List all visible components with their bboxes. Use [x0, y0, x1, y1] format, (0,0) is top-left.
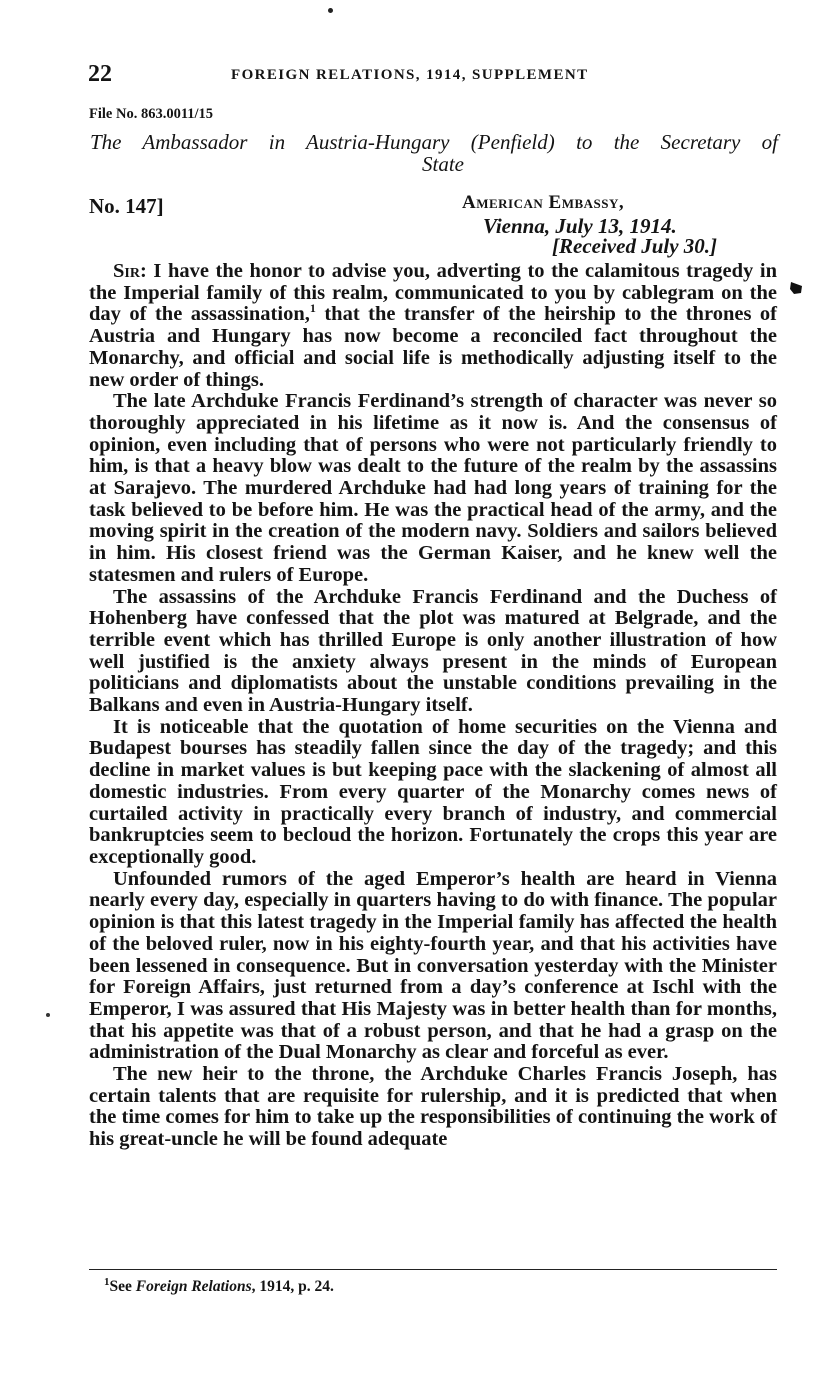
- dateline: Vienna, July 13, 1914.: [483, 214, 677, 238]
- running-head: FOREIGN RELATIONS, 1914, SUPPLEMENT: [231, 67, 589, 83]
- footnote-mark: 1: [104, 1275, 110, 1288]
- footnote-divider: [89, 1269, 777, 1270]
- margin-speck: [46, 1013, 50, 1017]
- page-number: 22: [88, 61, 112, 87]
- ink-speck: [328, 8, 333, 13]
- footnote-source: Foreign Relations: [135, 1278, 252, 1295]
- title-line-1: The Ambassador in Austria-Hungary (Penfield) to the Secretary of: [90, 130, 778, 154]
- paragraph-1: [89, 261, 777, 391]
- footnote-reference: 1: [309, 301, 316, 316]
- footnote-prefix: See: [109, 1278, 136, 1295]
- paragraph-2: The late Archduke Francis Ferdinand’s strength of character was never so thoroughly appreciated in his lifetime as it now is. And the consensus of opinion, even including that of persons who were not particularly friendly to him, is that a heavy blow was dealt to the future of the realm by the assassins at Sarajevo. The murdered Archduke had had long years of training for the task believed to be before him. He was the practical head of the army, and the moving spirit in the creation of the modern navy. Soldiers and sailors believed in him. His closest friend was the German Kaiser, and he knew well the statesmen and rulers of Europe.: [89, 390, 777, 586]
- paragraph-3: The assassins of the Archduke Francis Ferdinand and the Duchess of Hohenberg have confessed that the plot was matured at Belgrade, and the terrible event which has thrilled Europe is only another illustration of how well justified is the anxiety always present in the minds of European politicians and diplomatists about the unstable conditions prevailing in the Balkans and even in Austria-Hungary itself.: [89, 585, 777, 717]
- page-header: [88, 58, 774, 90]
- paragraph-4: It is noticeable that the quotation of home securities on the Vienna and Budapest bourses has steadily fallen since the day of the tragedy; and this decline in market values is but keeping pace with the slackening of almost all domestic industries. From every quarter of the Monarchy comes news of curtailed activity in practically every branch of industry, and commercial bankruptcies seem to becloud the horizon. Fortunately the crops this year are exceptionally good.: [89, 715, 777, 868]
- embassy-name: American Embassy,: [462, 192, 625, 213]
- title-line-2: State: [422, 152, 464, 176]
- document-title: [90, 131, 778, 175]
- ink-blot-icon: [788, 280, 804, 296]
- letter-body: [89, 261, 777, 1151]
- footnote-suffix: , 1914, p. 24.: [251, 1278, 334, 1295]
- dispatch-number: No. 147]: [89, 194, 164, 218]
- paragraph-6: The new heir to the throne, the Archduke Charles Francis Joseph, has certain talents that are requisite for rulership, and it is predicted that when the time comes for him to take up the responsibilities of continuing the work of his great-uncle he will be found adequate: [89, 1063, 777, 1151]
- paragraph-1-text-a: : I have the honor to advise you, adverting to the calamitous tragedy in the Imperial family of this realm, communicated to you by cablegram on the day of the assassination,: [89, 260, 777, 326]
- salutation: Sir: [113, 260, 140, 282]
- paragraph-5: Unfounded rumors of the aged Emperor’s health are heard in Vienna nearly every day, especially in quarters having to do with finance. The popular opinion is that this latest tragedy in the Imperial family has affected the health of the beloved ruler, now in his eighty-fourth year, and that his activities have been lessened in consequence. But in conversation yesterday with the Minister for Foreign Affairs, just returned from a day’s conference at Ischl with the Emperor, I was assured that His Majesty was in better health than for months, that his appetite was that of a robust person, and that he had a grasp on the administration of the Dual Monarchy as clear and forceful as ever.: [89, 867, 777, 1064]
- paragraph-1-text-b: that the transfer of the heirship to the thrones of Austria and Hungary has now become a reconciled fact throughout the Monarchy, and official and social life is methodically adjusting itself to the new order of things.: [89, 303, 777, 391]
- received-date: [Received July 30.]: [552, 234, 718, 258]
- file-number: File No. 863.0011/15: [89, 106, 214, 122]
- footnote: [104, 1276, 334, 1298]
